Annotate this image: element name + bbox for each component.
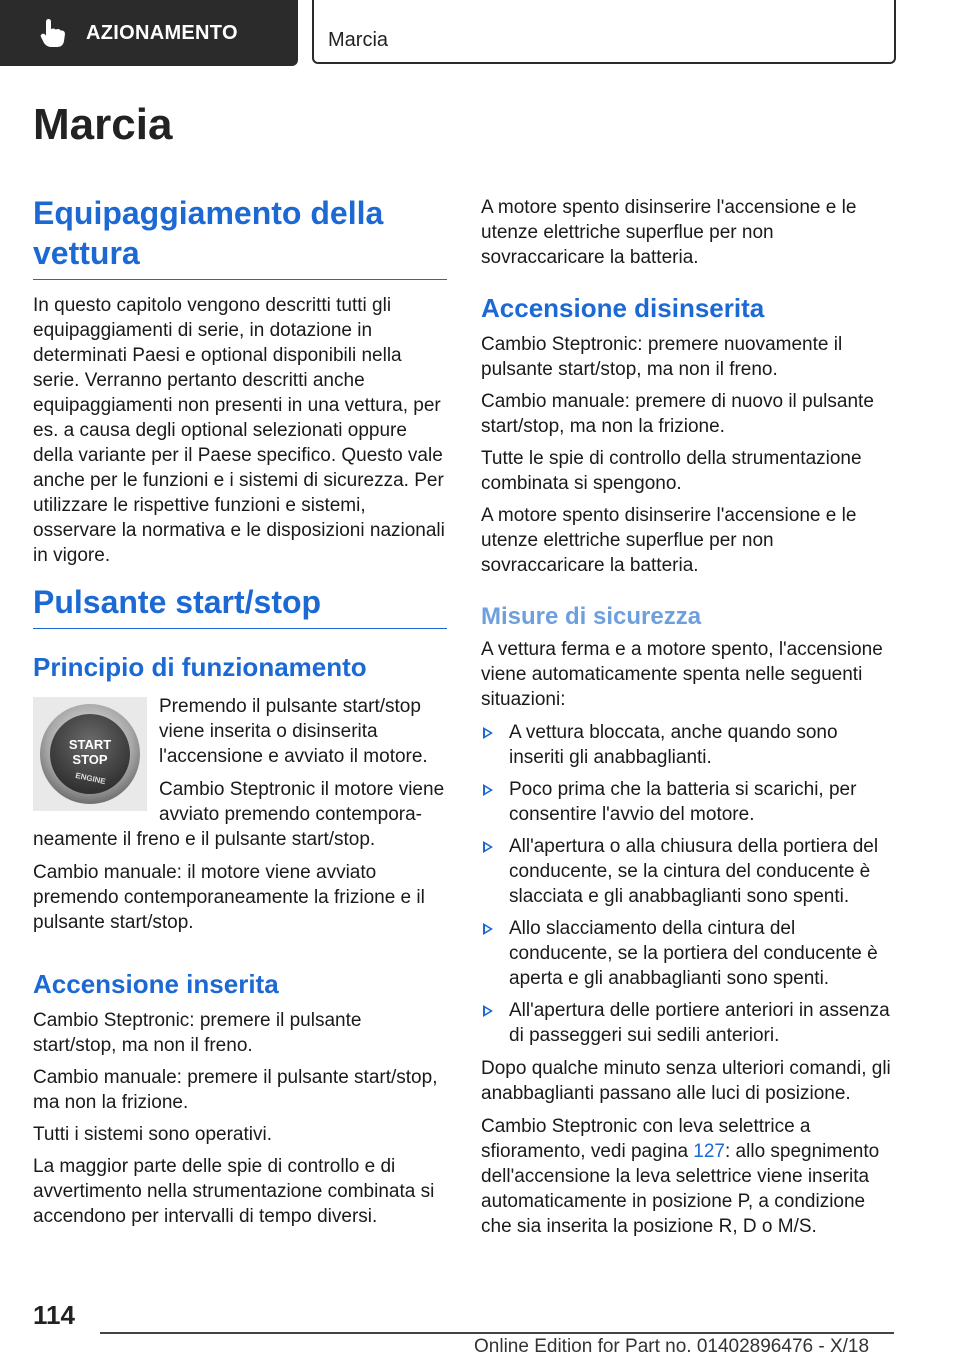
- ignition-on-paragraph-2: Cambio manuale: premere il pulsante start/stop, ma non la frizione.: [33, 1067, 438, 1113]
- list-item: A vettura bloccata, anche quando sono inseriti gli anabbaglianti.: [481, 720, 894, 770]
- triangle-bullet-icon: [483, 1005, 493, 1017]
- list-item: All'apertura delle portiere anteriori in assenza di passeggeri sui sedili anteriori.: [481, 998, 894, 1048]
- triangle-bullet-icon: [483, 841, 493, 853]
- ignition-on-paragraph-4: La maggior parte delle spie di controllo e di avvertimento nella strumentazione combinata si accendono per intervalli di tempo diversi.: [33, 1156, 435, 1227]
- triangle-bullet-icon: [483, 923, 493, 935]
- footer-edition: Online Edition for Part no. 01402896476 - X/18: [474, 1336, 870, 1357]
- page-title: Marcia: [33, 100, 173, 149]
- footer-divider: [100, 1332, 894, 1334]
- safety-bullet-list: [481, 720, 894, 1055]
- safety-intro-paragraph: A vettura ferma e a motore spento, l'accensione viene automaticamente spenta nelle seguenti situazioni:: [481, 639, 883, 710]
- principle-paragraph-2a: Cambio Steptronic il motore viene avviato premendo contempora-: [159, 779, 445, 825]
- subtitle-principle: Principio di funzionamento: [33, 652, 367, 682]
- button-text-stop: STOP: [72, 752, 108, 767]
- ignition-on-paragraph-1: Cambio Steptronic: premere il pulsante start/stop, ma non il freno.: [33, 1010, 362, 1056]
- button-text-start: START: [68, 737, 112, 752]
- page-reference-link[interactable]: 127: [693, 1141, 725, 1162]
- triangle-bullet-icon: [483, 784, 493, 796]
- equipment-text: In questo capitolo vengono descritti tutti gli equipaggiamenti di serie, in dotazione in determinati Paesi e optional disponibili nella serie. Verranno pertanto descritti anche equipaggiamenti non presenti in una vettura, per es. a causa degli optional selezionati oppure della variante per il Paese specifico. Questo vale anche per le funzioni e i sistemi di sicurezza. Per utilizzare le rispettive funzioni e sistemi, osservare la normativa e le disposizioni nazionali in vigore.: [33, 295, 445, 566]
- subtitle-ignition-off: Accensione disinserita: [481, 293, 765, 323]
- ignition-off-paragraph-3: Tutte le spie di controllo della strumentazione combinata si spengono.: [481, 448, 862, 494]
- list-item: All'apertura o alla chiusura della portiera del conducente, se la cintura del conducente è slacciata e gli anabbaglianti sono spenti.: [481, 834, 894, 909]
- ignition-off-paragraph-1: Cambio Steptronic: premere nuovamente il pulsante start/stop, ma non il freno.: [481, 334, 843, 380]
- header-section-label: AZIONAMENTO: [86, 21, 238, 44]
- right-intro-paragraph: A motore spento disinserire l'accensione e le utenze elettriche superflue per non sovraccaricare la batteria.: [481, 197, 857, 268]
- subtitle-ignition-on: Accensione inserita: [33, 969, 279, 999]
- ignition-on-paragraph-3: Tutti i sistemi sono operativi.: [33, 1124, 272, 1145]
- header-chapter-tab: [312, 0, 896, 64]
- triangle-bullet-icon: [483, 727, 493, 739]
- principle-paragraph-2b: neamente il freno e il pulsante start/stop.: [33, 829, 376, 850]
- start-stop-button-graphic: [35, 699, 145, 809]
- principle-paragraph-3: Cambio manuale: il motore viene avviato premendo contemporaneamente la frizione e il pulsante start/stop.: [33, 862, 425, 933]
- button-text-engine: ENGINE: [74, 770, 107, 787]
- list-item: Allo slacciamento della cintura del conducente, se la portiera del conducente è aperta e gli anabbaglianti sono spenti.: [481, 916, 894, 991]
- steering-hand-icon: [40, 18, 66, 48]
- section-title-equipment: Equipaggiamento della vettura: [33, 193, 447, 280]
- after-paragraph-1: Dopo qualche minuto senza ulteriori comandi, gli anabbaglianti passano alle luci di posizione.: [481, 1058, 891, 1104]
- principle-paragraph-1: Premendo il pulsante start/stop viene inserita o disinserita l'accensione e avviato il motore.: [159, 696, 428, 767]
- section-title-startstop: Pulsante start/stop: [33, 582, 447, 629]
- header-chapter-label: Marcia: [328, 29, 389, 51]
- ignition-off-paragraph-2: Cambio manuale: premere di nuovo il pulsante start/stop, ma non la frizione.: [481, 391, 874, 437]
- page-number: 114: [33, 1300, 75, 1330]
- start-stop-button-image: [33, 697, 147, 811]
- header-section-tab: [0, 0, 298, 66]
- ignition-off-paragraph-4: A motore spento disinserire l'accensione e le utenze elettriche superflue per non sovraccaricare la batteria.: [481, 505, 857, 576]
- list-item: Poco prima che la batteria si scarichi, per consentire l'avvio del motore.: [481, 777, 894, 827]
- subtitle-safety: Misure di sicurezza: [481, 603, 702, 630]
- after-paragraph-2: Cambio Steptronic con leva selettrice a sfioramento, vedi pagina 127: allo spegnimento dell'accensione la leva selettrice viene inserita automaticamente in posizione P, a condizione che sia inserita la posizione R, D o M/S.: [481, 1116, 880, 1237]
